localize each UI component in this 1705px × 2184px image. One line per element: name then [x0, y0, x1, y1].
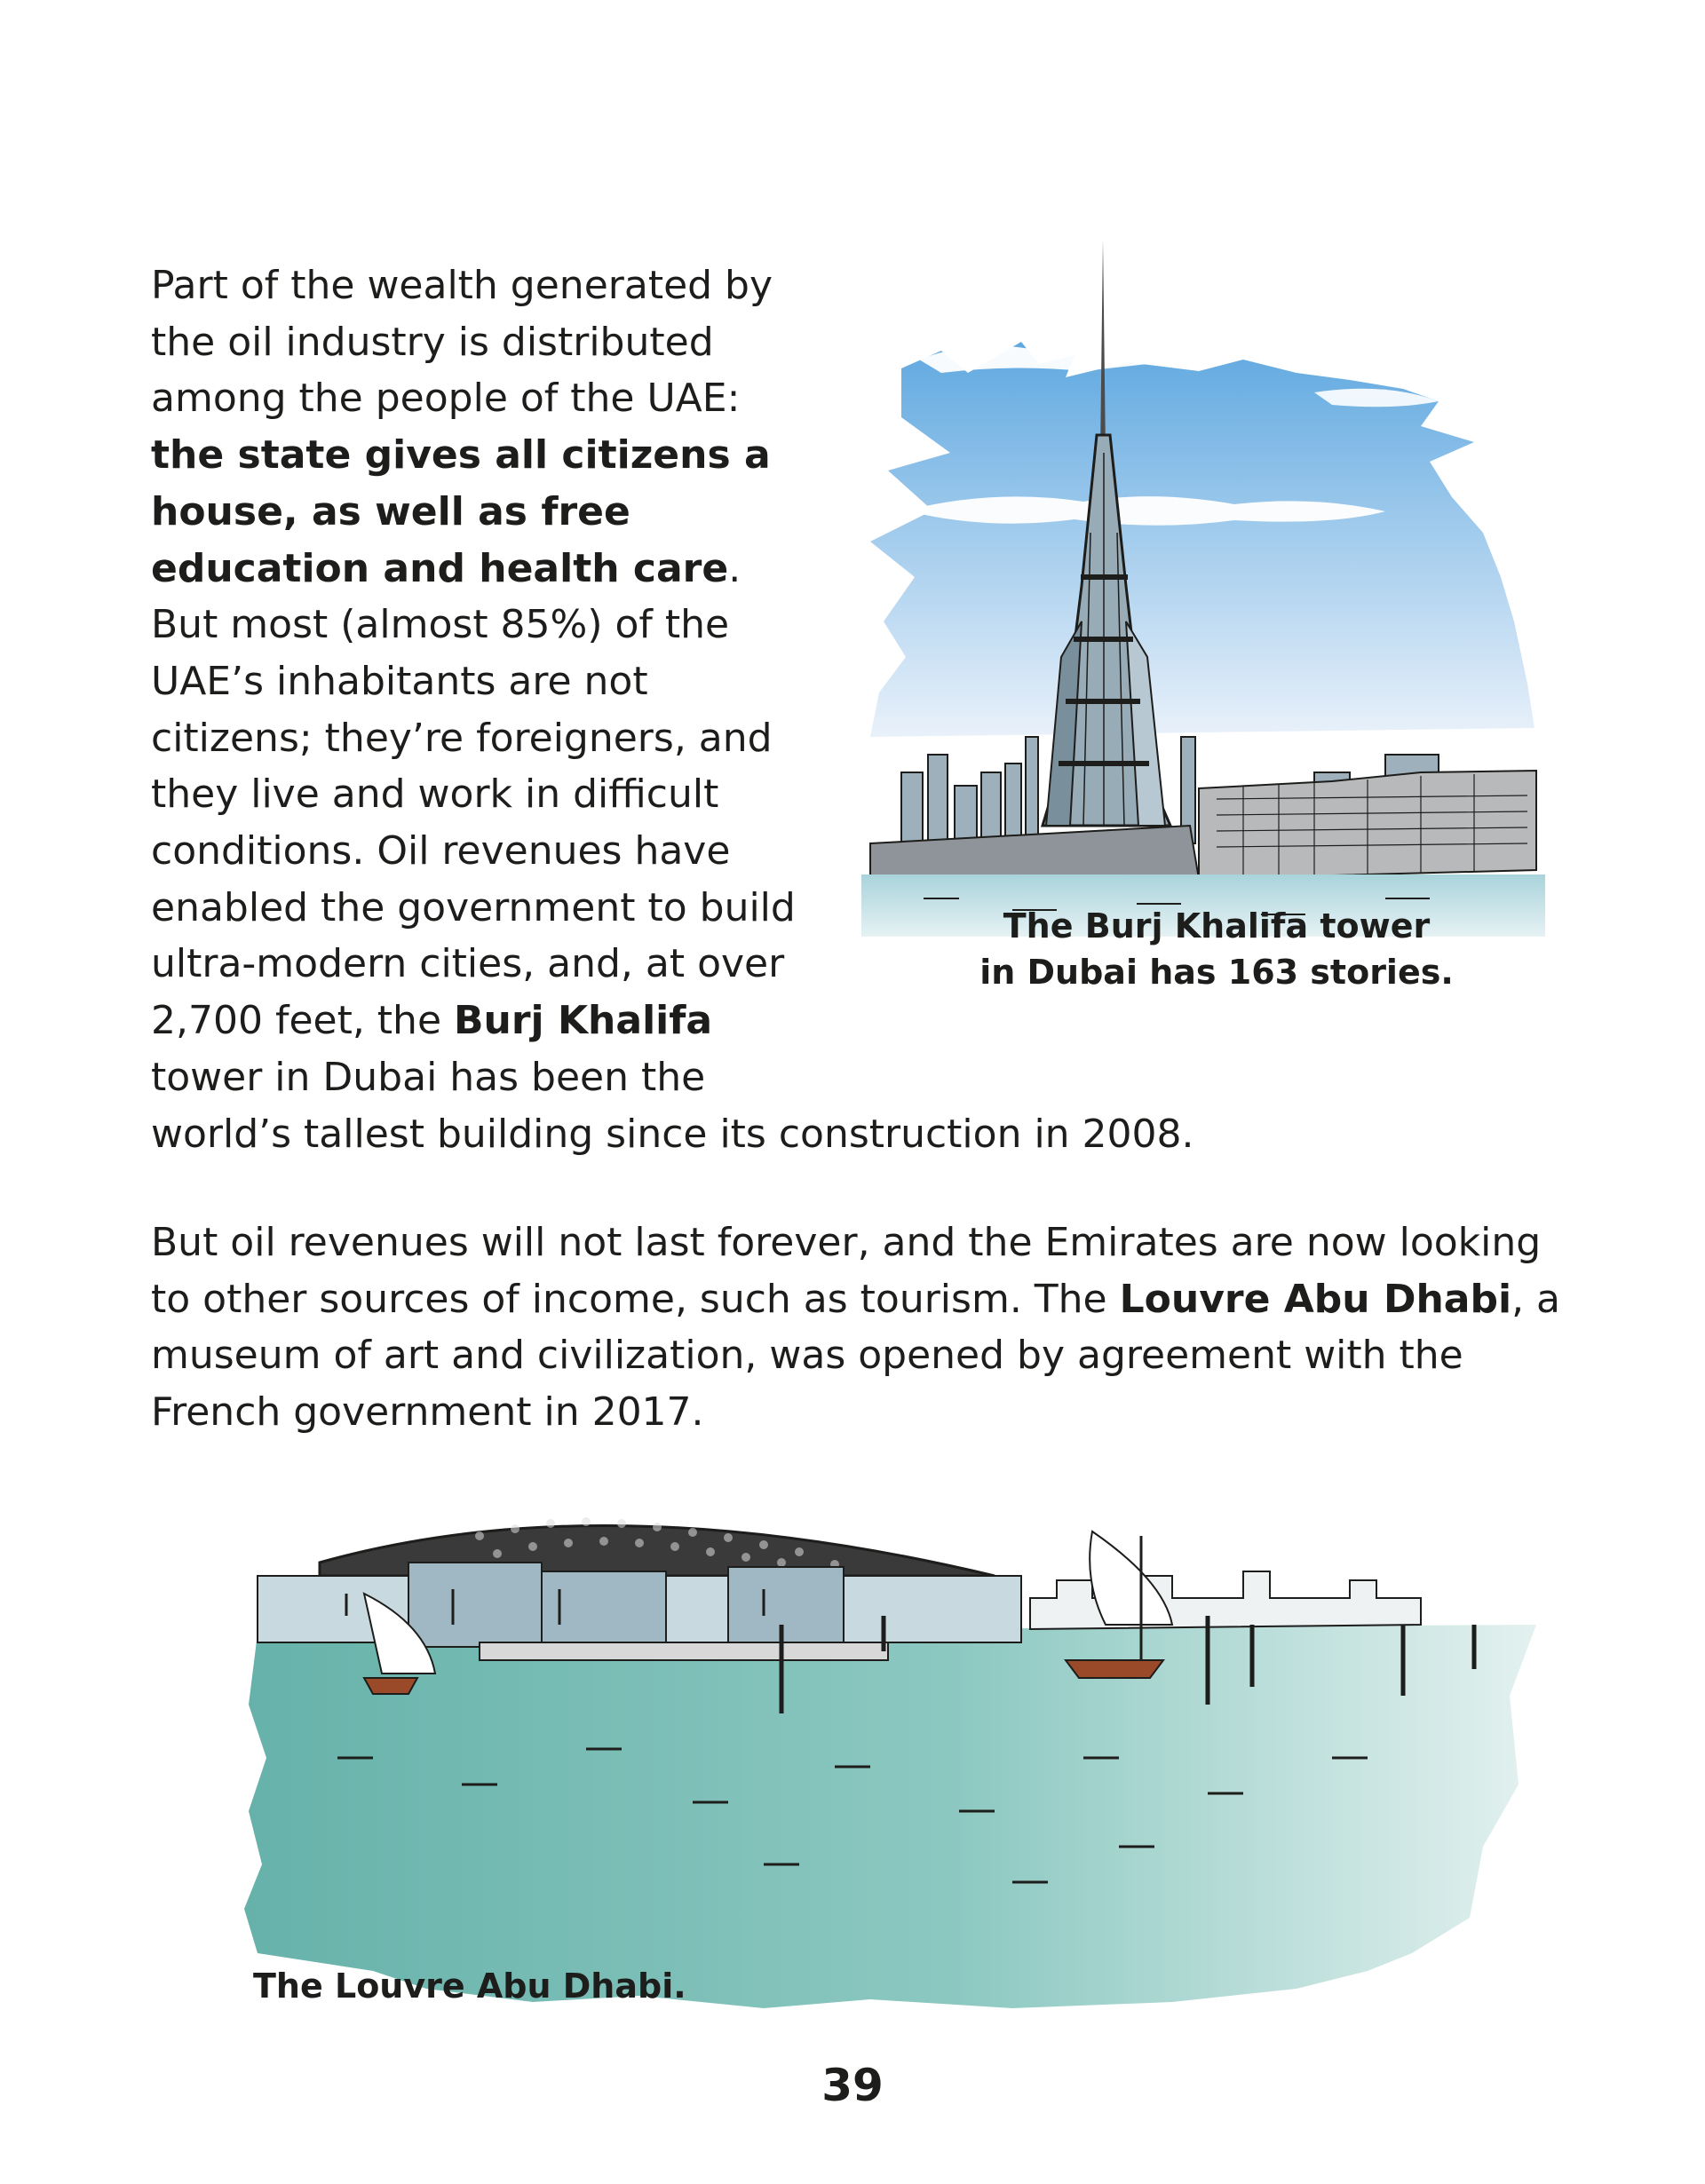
- paragraph-tourism: [151, 1215, 1572, 1441]
- cloud: [1314, 389, 1439, 407]
- p2-text-b: , a museum of art and civilization, was opened by agreement with the French government in 2017.: [151, 1276, 1561, 1436]
- p1-text-c: tower in Dubai has been the world’s tallest building since its construction in 2008.: [151, 1054, 1194, 1157]
- skyline-right: [1030, 1571, 1421, 1629]
- pier: [480, 1642, 888, 1660]
- p1-bold-state-gives: the state gives all citizens a house, as well as free education and health care: [151, 432, 771, 591]
- burj-khalifa-illustration: [817, 160, 1581, 959]
- burj-caption-line1: The Burj Khalifa tower: [1003, 906, 1431, 946]
- page-number: 39: [821, 2060, 884, 2111]
- burj-khalifa-figure: [817, 257, 1581, 1056]
- burj-spire: [1100, 240, 1106, 453]
- boat-right: [1066, 1660, 1163, 1678]
- p2-text-a: But oil revenues will not last forever, and the Emirates are now looking to other sources of income, such as tourism. The: [151, 1220, 1542, 1322]
- burj-caption: [879, 903, 1554, 995]
- louvre-caption: The Louvre Abu Dhabi.: [253, 1966, 686, 2006]
- water: [244, 1625, 1536, 2008]
- louvre-abu-dhabi-illustration: [231, 1492, 1545, 2024]
- p2-bold-louvre: Louvre Abu Dhabi: [1119, 1276, 1512, 1322]
- burj-caption-line2: in Dubai has 163 stories.: [979, 953, 1454, 992]
- p1-text-a: Part of the wealth generated by the oil industry is distributed among the people of the UAE:: [151, 263, 773, 422]
- paragraph-wealth: [151, 257, 1527, 1162]
- p1-bold-burj-khalifa: Burj Khalifa: [454, 998, 713, 1044]
- p1-text-b: . But most (almost 85%) of the UAE’s inhabitants are not citizens; they’re foreigners, and they live and work in difficult conditions. Oil revenues have enabled the government to build ultra-modern cities, and, at over 2,700 feet, the: [151, 545, 796, 1044]
- boat-left: [364, 1678, 417, 1694]
